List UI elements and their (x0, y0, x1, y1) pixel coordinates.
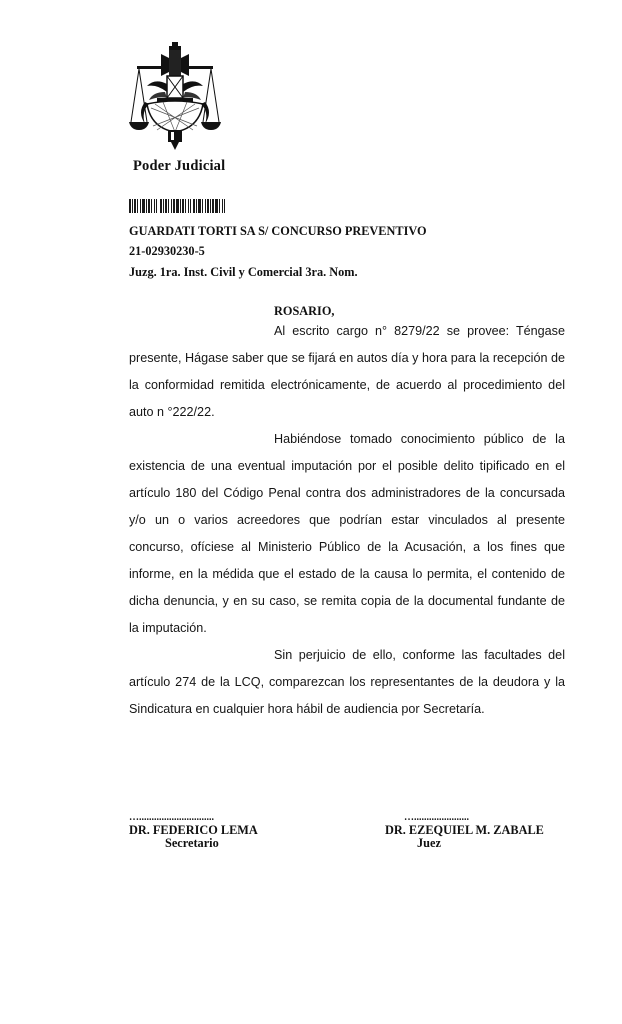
barcode-bar (215, 199, 218, 213)
barcode-bar (142, 199, 145, 213)
barcode-bar (212, 199, 214, 213)
barcode-icon (129, 199, 269, 213)
barcode-bar (180, 199, 181, 213)
barcode-bar (182, 199, 184, 213)
barcode-bar (129, 199, 131, 213)
barcode-bar (146, 199, 147, 213)
barcode-bar (173, 199, 175, 213)
barcode-bar (202, 199, 203, 213)
barcode-bar (140, 199, 141, 213)
barcode-bar (185, 199, 186, 213)
barcode-bar (193, 199, 195, 213)
signer-name: DR. FEDERICO LEMA (129, 823, 258, 837)
barcode-bar (134, 199, 136, 213)
barcode-bar (176, 199, 179, 213)
barcode-bar (137, 199, 138, 213)
barcode-bar (198, 199, 201, 213)
barcode-bar (154, 199, 155, 213)
signature-line: ….............................. (129, 812, 214, 823)
barcode-bar (163, 199, 164, 213)
paragraph-3: Sin perjuicio de ello, conforme las facultades del artículo 274 de la LCQ, comparezcan los representantes de la deudora y la Sindicatura en cualquier hora hábil de audiencia por Secretaría. (129, 648, 565, 716)
barcode-bar (168, 199, 169, 213)
barcode-bar (207, 199, 209, 213)
barcode-bar (165, 199, 167, 213)
barcode-bar (222, 199, 223, 213)
signer-role: Secretario (165, 836, 219, 850)
barcode-bar (210, 199, 211, 213)
case-number: 21-02930230-5 (129, 244, 205, 258)
barcode-bar (205, 199, 206, 213)
case-title: GUARDATI TORTI SA S/ CONCURSO PREVENTIVO (129, 224, 427, 238)
signature-judge (385, 810, 544, 850)
scales-of-justice-emblem-icon (127, 42, 223, 150)
resolution-body (129, 318, 565, 723)
barcode-bar (188, 199, 189, 213)
barcode-bar (151, 199, 152, 213)
barcode-bar (160, 199, 162, 213)
signature-line: …...................... (404, 812, 469, 823)
barcode-bar (132, 199, 133, 213)
signer-role: Juez (417, 836, 441, 850)
barcode-bar (171, 199, 172, 213)
poder-judicial-caption: Poder Judicial (133, 158, 226, 174)
barcode-bar (148, 199, 150, 213)
signature-secretary (129, 810, 258, 850)
barcode-bar (219, 199, 220, 213)
barcode-bar (156, 199, 157, 213)
paragraph-1: Al escrito cargo n° 8279/22 se provee: Téngase presente, Hágase saber que se fijará en autos día y hora para la recepción de la conformidad remitida electrónicamente, de acuerdo al procedimiento del auto n °222/22. (129, 324, 565, 419)
barcode-bar (196, 199, 197, 213)
signer-name: DR. EZEQUIEL M. ZABALE (385, 823, 544, 837)
paragraph-2: Habiéndose tomado conocimiento público de la existencia de una eventual imputación por el posible delito tipificado en el artículo 180 del Código Penal contra dos administradores de la concursada y/o un o varios acreedores que podrían estar vinculados al presente concurso, ofíciese al Ministerio Público de la Acusación, a los fines que informe, en la médida que el estado de la causa lo permita, el contenido de dicha denuncia, y en su caso, se remita copia de la documental fundante de la imputación. (129, 432, 565, 635)
barcode-bar (224, 199, 225, 213)
barcode-bar (190, 199, 191, 213)
city-heading: ROSARIO, (274, 304, 335, 318)
court-name: Juzg. 1ra. Inst. Civil y Comercial 3ra. Nom. (129, 265, 358, 279)
